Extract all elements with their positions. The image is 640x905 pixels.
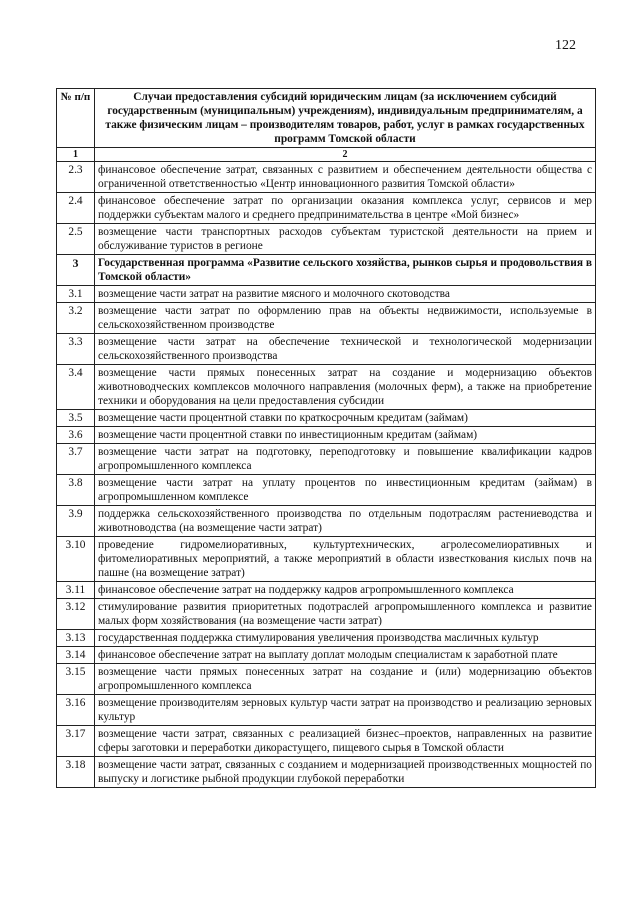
- row-text: возмещение части затрат на развитие мясного и молочного скотоводства: [95, 286, 596, 303]
- table-row: [57, 757, 596, 788]
- column-number-row: [57, 148, 596, 162]
- row-number: 3.16: [57, 695, 95, 726]
- row-text: возмещение части прямых понесенных затрат на создание и (или) модернизацию объектов агропромышленного комплекса: [95, 664, 596, 695]
- row-text: возмещение части процентной ставки по краткосрочным кредитам (займам): [95, 410, 596, 427]
- row-text: возмещение части затрат, связанных с реализацией бизнес–проектов, направленных на развитие сферы заготовки и переработки дикорастущего, пищевого сырья в Томской области: [95, 726, 596, 757]
- table-row: [57, 537, 596, 582]
- table-row: [57, 162, 596, 193]
- section-row: [57, 255, 596, 286]
- row-text: возмещение производителям зерновых культур части затрат на производство и реализацию зерновых культур: [95, 695, 596, 726]
- row-text: возмещение части затрат на уплату процентов по инвестиционным кредитам (займам) в агропромышленном комплексе: [95, 475, 596, 506]
- table-row: [57, 410, 596, 427]
- table-row: [57, 475, 596, 506]
- table-row: [57, 334, 596, 365]
- row-text: возмещение части транспортных расходов субъектам туристской деятельности на прием и обслуживание туристов в регионе: [95, 224, 596, 255]
- row-number: 3.15: [57, 664, 95, 695]
- table-header-row: [57, 89, 596, 148]
- table-row: [57, 726, 596, 757]
- page-number: 122: [555, 38, 576, 53]
- row-number: 3.10: [57, 537, 95, 582]
- row-text: финансовое обеспечение затрат на выплату доплат молодым специалистам к заработной плате: [95, 647, 596, 664]
- table-row: [57, 224, 596, 255]
- table-row: [57, 695, 596, 726]
- row-text: финансовое обеспечение затрат на поддержку кадров агропромышленного комплекса: [95, 582, 596, 599]
- table-row: [57, 286, 596, 303]
- row-text: проведение гидромелиоративных, культуртехнических, агролесомелиоративных и фитомелиоративных мероприятий, а также мероприятий в области известкования кислых почв на пашне (на возмещение затрат): [95, 537, 596, 582]
- subsidy-cases-table: [56, 88, 596, 788]
- row-text: возмещение части затрат на подготовку, переподготовку и повышение квалификации кадров агропромышленного комплекса: [95, 444, 596, 475]
- row-number: 3.2: [57, 303, 95, 334]
- row-text: возмещение части затрат, связанных с созданием и модернизацией производственных мощностей по выпуску и логистике рыбной продукции глубокой переработки: [95, 757, 596, 788]
- table-row: [57, 193, 596, 224]
- row-text: финансовое обеспечение затрат, связанных с развитием и обеспечением деятельности общества с ограниченной ответственностью «Центр инновационного развития Томской области»: [95, 162, 596, 193]
- row-number: 3.7: [57, 444, 95, 475]
- row-number: 3.1: [57, 286, 95, 303]
- table-row: [57, 647, 596, 664]
- header-title: Случаи предоставления субсидий юридическим лицам (за исключением субсидий государственным (муниципальным) учреждениям), индивидуальным предпринимателям, а также физическим лицам – производителям товаров, работ, услуг в рамках государственных программ Томской области: [95, 89, 596, 148]
- row-number: 2.5: [57, 224, 95, 255]
- row-text: финансовое обеспечение затрат по организации оказания комплекса услуг, сервисов и мер поддержки субъектам малого и среднего предпринимательства в центре «Мой бизнес»: [95, 193, 596, 224]
- header-num: № п/п: [57, 89, 95, 148]
- table-row: [57, 664, 596, 695]
- row-number: 3.3: [57, 334, 95, 365]
- row-number: 3.4: [57, 365, 95, 410]
- table-row: [57, 444, 596, 475]
- row-number: 3.18: [57, 757, 95, 788]
- row-text: поддержка сельскохозяйственного производства по отдельным подотраслям растениеводства и животноводства (на возмещение части затрат): [95, 506, 596, 537]
- row-number: 3: [57, 255, 95, 286]
- table-body: [57, 162, 596, 788]
- row-number: 3.6: [57, 427, 95, 444]
- row-text: возмещение части прямых понесенных затрат на создание и модернизацию объектов животноводческих комплексов молочного направления (молочных ферм), а также на приобретение техники и оборудования на цели предоставления субсидии: [95, 365, 596, 410]
- column-number-2: 2: [95, 148, 596, 162]
- row-number: 3.5: [57, 410, 95, 427]
- row-text: возмещение части процентной ставки по инвестиционным кредитам (займам): [95, 427, 596, 444]
- row-text: Государственная программа «Развитие сельского хозяйства, рынков сырья и продовольствия в Томской области»: [95, 255, 596, 286]
- row-text: возмещение части затрат на обеспечение технической и технологической модернизации сельскохозяйственного производства: [95, 334, 596, 365]
- row-number: 3.8: [57, 475, 95, 506]
- table-row: [57, 582, 596, 599]
- row-number: 2.3: [57, 162, 95, 193]
- row-text: возмещение части затрат по оформлению прав на объекты недвижимости, используемые в сельскохозяйственном производстве: [95, 303, 596, 334]
- table-row: [57, 506, 596, 537]
- row-text: стимулирование развития приоритетных подотраслей агропромышленного комплекса и развитие малых форм хозяйствования (на возмещение части затрат): [95, 599, 596, 630]
- row-number: 3.11: [57, 582, 95, 599]
- table-row: [57, 427, 596, 444]
- row-number: 2.4: [57, 193, 95, 224]
- table-row: [57, 630, 596, 647]
- table-row: [57, 303, 596, 334]
- row-number: 3.9: [57, 506, 95, 537]
- row-number: 3.12: [57, 599, 95, 630]
- row-number: 3.17: [57, 726, 95, 757]
- row-text: государственная поддержка стимулирования увеличения производства масличных культур: [95, 630, 596, 647]
- table-row: [57, 599, 596, 630]
- row-number: 3.14: [57, 647, 95, 664]
- row-number: 3.13: [57, 630, 95, 647]
- column-number-1: 1: [57, 148, 95, 162]
- table-row: [57, 365, 596, 410]
